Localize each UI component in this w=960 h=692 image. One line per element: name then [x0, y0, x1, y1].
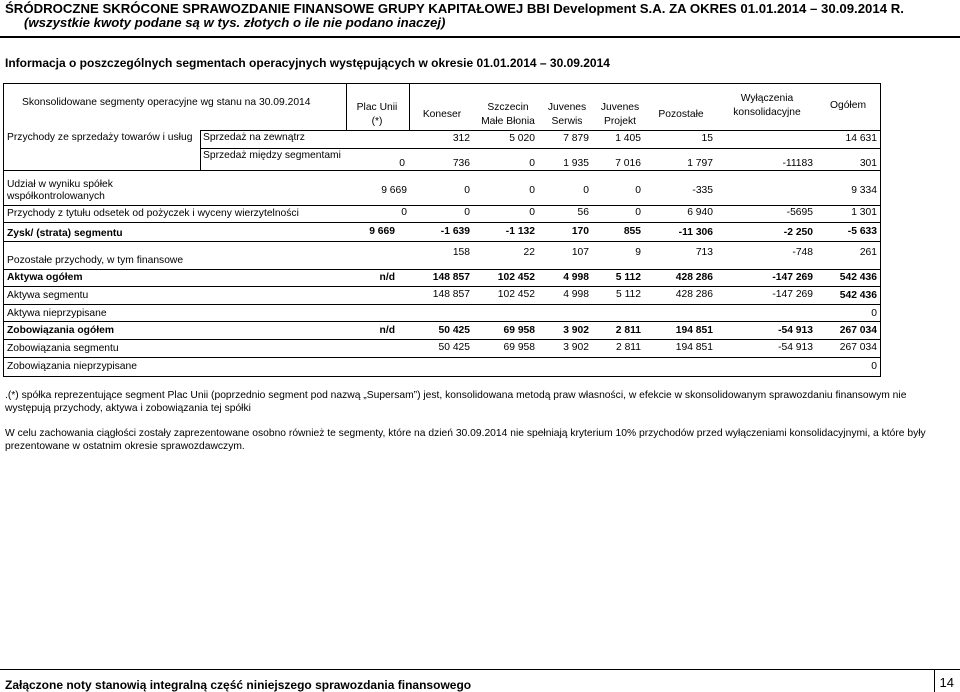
cell-szczecin: 22	[523, 247, 535, 258]
cell-ogolem: 267 034	[839, 325, 877, 336]
row-label: Pozostałe przychody, w tym finansowe	[7, 255, 184, 266]
row-label: Zobowiązania nieprzypisane	[7, 361, 137, 372]
cell-szczecin: 0	[529, 185, 535, 196]
footnote-continuity: W celu zachowania ciągłości zostały zaprezentowane osobno również te segmenty, które na dzień 30.09.2014 nie spełniają kryterium 10% przychodów przed wyłączeniami konsolidacyjnymi, a które były prezentowane w ostatnim okresie sprawozdawczym.	[5, 428, 926, 452]
col-juvenes-serwis: Juvenes	[547, 102, 587, 113]
cell-juvenes-projekt: 0	[635, 185, 641, 196]
cell-ogolem: -5 633	[847, 226, 877, 237]
section-title: Informacja o poszczególnych segmentach operacyjnych występujących w okresie 01.01.2014 – 30.09.2014	[5, 56, 610, 70]
cell-pozostale: 194 851	[675, 342, 713, 353]
cell-koneser: 312	[452, 133, 470, 144]
cell-koneser: -1 639	[440, 226, 470, 237]
grid-line	[4, 321, 880, 322]
cell-koneser: 736	[452, 158, 470, 169]
cell-ogolem: 0	[871, 308, 877, 319]
grid-line	[4, 205, 880, 206]
cell-koneser: 0	[464, 207, 470, 218]
cell-koneser: 50 425	[438, 342, 470, 353]
col-koneser: Koneser	[422, 109, 462, 120]
cell-plac-unii: 0	[401, 207, 407, 218]
cell-ogolem: 14 631	[845, 133, 877, 144]
cell-pozostale: 428 286	[675, 289, 713, 300]
cell-juvenes-projekt: 2 811	[615, 342, 641, 353]
grid-line	[200, 130, 880, 131]
col-wylaczenia-sub: konsolidacyjne	[733, 107, 801, 118]
cell-koneser: 158	[452, 247, 470, 258]
cell-juvenes-projekt: 2 811	[615, 325, 641, 336]
cell-pozostale: 6 940	[687, 207, 713, 218]
cell-koneser: 148 857	[432, 289, 470, 300]
cell-plac-unii: 0	[399, 158, 405, 169]
row-label: Zysk/ (strata) segmentu	[7, 228, 123, 239]
grid-line	[4, 241, 880, 242]
col-wylaczenia: Wyłączenia	[740, 93, 794, 104]
cell-ogolem: 301	[859, 158, 877, 169]
grid-line	[4, 357, 880, 358]
grid-line	[4, 170, 880, 171]
cell-juvenes-serwis: 4 998	[563, 272, 589, 283]
table-caption: Skonsolidowane segmenty operacyjne wg stanu na 30.09.2014	[22, 97, 311, 108]
footer-separator	[934, 669, 935, 692]
cell-koneser: 0	[464, 185, 470, 196]
cell-juvenes-projekt: 855	[623, 226, 641, 237]
cell-wylaczenia: -54 913	[778, 342, 813, 353]
cell-wylaczenia: -147 269	[772, 272, 813, 283]
report-title: ŚRÓDROCZNE SKRÓCONE SPRAWOZDANIE FINANSOWE GRUPY KAPITAŁOWEJ BBI Development S.A. ZA OKRES 01.01.2014 – 30.09.2014 R.	[5, 1, 904, 16]
grid-line	[200, 148, 880, 149]
cell-szczecin: -1 132	[505, 226, 535, 237]
cell-pozostale: 15	[701, 133, 713, 144]
cell-juvenes-projekt: 7 016	[615, 158, 641, 169]
cell-plac-unii: n/d	[379, 325, 395, 336]
cell-ogolem: 542 436	[839, 290, 877, 301]
row-label: Aktywa segmentu	[7, 290, 89, 301]
cell-juvenes-projekt: 5 112	[615, 289, 641, 300]
cell-juvenes-serwis: 4 998	[563, 289, 589, 300]
cell-szczecin: 102 452	[497, 272, 535, 283]
cell-szczecin: 5 020	[509, 133, 535, 144]
row-sublabel: Sprzedaż na zewnątrz	[203, 132, 305, 143]
segments-table	[3, 83, 881, 377]
col-juvenes-projekt-sub: Projekt	[603, 116, 637, 127]
col-ogolem: Ogółem	[829, 100, 867, 111]
cell-koneser: 50 425	[438, 325, 470, 336]
cell-wylaczenia: -54 913	[778, 325, 813, 336]
cell-juvenes-serwis: 107	[571, 247, 589, 258]
cell-juvenes-serwis: 56	[577, 207, 589, 218]
grid-line	[4, 304, 880, 305]
cell-wylaczenia: -748	[792, 247, 813, 258]
cell-ogolem: 542 436	[839, 272, 877, 283]
col-pozostale: Pozostałe	[658, 109, 704, 120]
cell-szczecin: 0	[529, 207, 535, 218]
cell-juvenes-serwis: 0	[583, 185, 589, 196]
footer-text: Załączone noty stanowią integralną część niniejszego sprawozdania finansowego	[5, 678, 472, 692]
cell-pozostale: 428 286	[675, 272, 713, 283]
cell-szczecin: 69 958	[503, 325, 535, 336]
cell-juvenes-serwis: 7 879	[563, 133, 589, 144]
col-juvenes-serwis-sub: Serwis	[551, 116, 583, 127]
row-label: Aktywa nieprzypisane	[7, 308, 107, 319]
cell-juvenes-serwis: 3 902	[563, 325, 589, 336]
cell-juvenes-serwis: 3 902	[563, 342, 589, 353]
col-szczecin: Szczecin	[487, 102, 529, 113]
cell-szczecin: 102 452	[497, 289, 535, 300]
grid-line	[4, 269, 880, 270]
footnote-plac-unii: .(*) spółka reprezentujące segment Plac Unii (poprzednio segment pod nazwą „Supersam”) jest, konsolidowana metodą praw własności, w efekcie w skonsolidowanym sprawozdaniu finansowym nie występują przychody, aktywa i zobowiązania tej spółki	[5, 390, 907, 414]
cell-plac-unii: n/d	[379, 272, 395, 283]
grid-line	[200, 130, 201, 170]
page-number: 14	[939, 675, 954, 690]
col-plac-unii: Plac Unii	[356, 102, 398, 113]
cell-juvenes-projekt: 9	[635, 247, 641, 258]
cell-juvenes-projekt: 1 405	[615, 133, 641, 144]
cell-pozostale: -11 306	[678, 227, 713, 238]
cell-wylaczenia: -11183	[782, 158, 813, 169]
col-juvenes-projekt: Juvenes	[600, 102, 640, 113]
grid-line	[4, 339, 880, 340]
cell-ogolem: 261	[859, 247, 877, 258]
cell-juvenes-serwis: 1 935	[563, 158, 589, 169]
cell-pozostale: 713	[695, 247, 713, 258]
grid-line	[4, 286, 880, 287]
cell-juvenes-serwis: 170	[571, 226, 589, 237]
row-label: Przychody z tytułu odsetek od pożyczek i wyceny wierzytelności	[7, 208, 299, 219]
cell-plac-unii: 9 669	[381, 185, 407, 196]
cell-ogolem: 9 334	[851, 185, 877, 196]
cell-ogolem: 0	[871, 361, 877, 372]
cell-wylaczenia: -5695	[786, 207, 813, 218]
header-divider	[0, 36, 960, 38]
col-plac-unii-note: (*)	[371, 116, 383, 127]
cell-wylaczenia: -2 250	[783, 227, 813, 238]
cell-szczecin: 69 958	[503, 342, 535, 353]
cell-juvenes-projekt: 5 112	[615, 272, 641, 283]
cell-plac-unii: 9 669	[369, 226, 395, 237]
cell-ogolem: 1 301	[851, 207, 877, 218]
cell-ogolem: 267 034	[839, 342, 877, 353]
row-label: Aktywa ogółem	[7, 272, 83, 283]
row-label: Zobowiązania ogółem	[7, 325, 114, 336]
report-subtitle: (wszystkie kwoty podane są w tys. złotych o ile nie podano inaczej)	[24, 15, 446, 30]
row-sublabel: Sprzedaż między segmentami	[203, 150, 341, 161]
cell-pozostale: 194 851	[675, 325, 713, 336]
cell-juvenes-projekt: 0	[635, 207, 641, 218]
row-label: współkontrolowanych	[7, 191, 105, 202]
grid-line	[346, 84, 347, 130]
footer-divider	[0, 669, 960, 670]
cell-pozostale: 1 797	[687, 158, 713, 169]
row-label: Zobowiązania segmentu	[7, 343, 119, 354]
grid-line	[4, 222, 880, 223]
cell-szczecin: 0	[529, 158, 535, 169]
cell-koneser: 148 857	[432, 272, 470, 283]
row-label: Przychody ze sprzedaży towarów i usług	[7, 132, 193, 143]
row-label: Udział w wyniku spółek	[7, 179, 113, 190]
cell-pozostale: -335	[692, 185, 713, 196]
col-szczecin-sub: Małe Błonia	[481, 116, 535, 127]
grid-line	[409, 84, 410, 130]
cell-wylaczenia: -147 269	[772, 289, 813, 300]
